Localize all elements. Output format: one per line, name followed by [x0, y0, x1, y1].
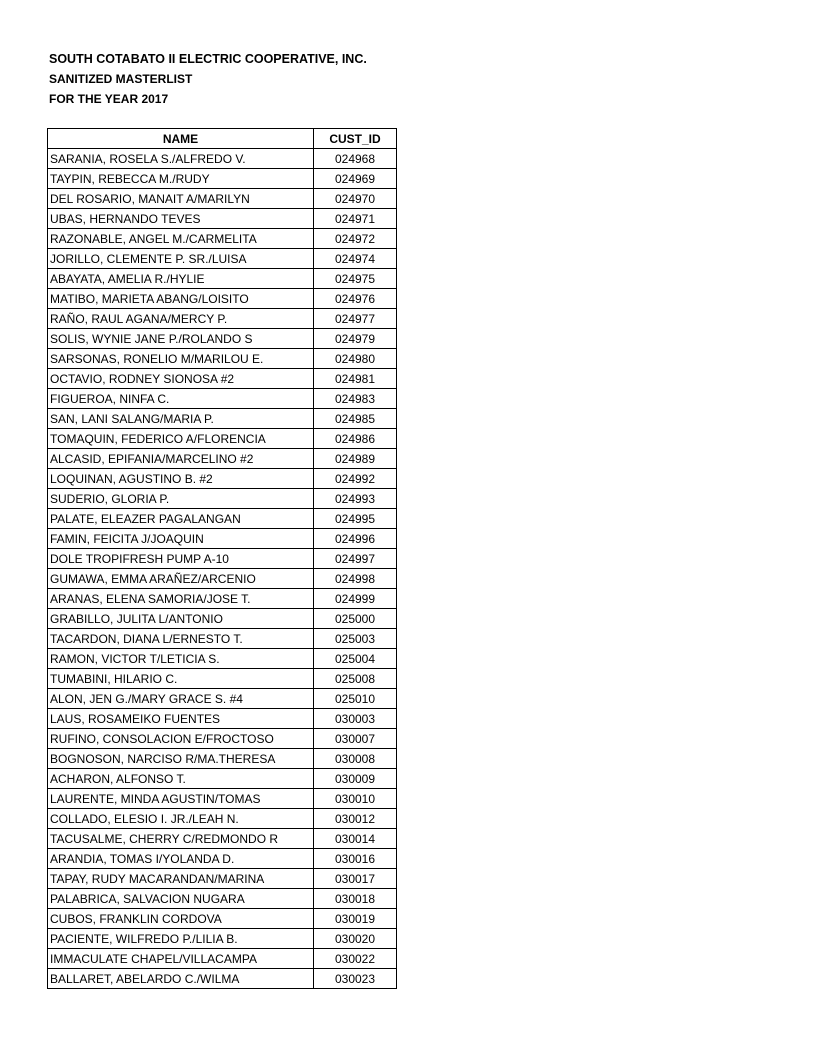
customer-name-cell: CUBOS, FRANKLIN CORDOVA [48, 909, 314, 929]
customer-id-cell: 030020 [314, 929, 397, 949]
customer-id-cell: 030017 [314, 869, 397, 889]
table-row [48, 709, 397, 729]
table-row [48, 249, 397, 269]
customer-name-cell: DOLE TROPIFRESH PUMP A-10 [48, 549, 314, 569]
customer-id-cell: 024986 [314, 429, 397, 449]
table-row [48, 609, 397, 629]
customer-name-cell: COLLADO, ELESIO I. JR./LEAH N. [48, 809, 314, 829]
customer-id-cell: 024983 [314, 389, 397, 409]
table-row [48, 469, 397, 489]
customer-id-cell: 024998 [314, 569, 397, 589]
table-row [48, 889, 397, 909]
customer-name-cell: PALATE, ELEAZER PAGALANGAN [48, 509, 314, 529]
customer-name-cell: SUDERIO, GLORIA P. [48, 489, 314, 509]
customer-name-cell: LOQUINAN, AGUSTINO B. #2 [48, 469, 314, 489]
customer-id-cell: 030018 [314, 889, 397, 909]
customer-name-cell: LAUS, ROSAMEIKO FUENTES [48, 709, 314, 729]
customer-name-cell: ABAYATA, AMELIA R./HYLIE [48, 269, 314, 289]
customer-name-cell: RAÑO, RAUL AGANA/MERCY P. [48, 309, 314, 329]
table-row [48, 269, 397, 289]
customer-id-cell: 025008 [314, 669, 397, 689]
customer-id-cell: 030012 [314, 809, 397, 829]
customer-id-cell: 030010 [314, 789, 397, 809]
table-row [48, 369, 397, 389]
table-row [48, 689, 397, 709]
table-row [48, 429, 397, 449]
table-header-row [48, 129, 397, 149]
customer-name-cell: TOMAQUIN, FEDERICO A/FLORENCIA [48, 429, 314, 449]
customer-id-cell: 024995 [314, 509, 397, 529]
customer-id-cell: 024977 [314, 309, 397, 329]
customer-id-cell: 030023 [314, 969, 397, 989]
organization-name: SOUTH COTABATO II ELECTRIC COOPERATIVE, INC. [49, 52, 367, 66]
customer-name-cell: ARANAS, ELENA SAMORIA/JOSE T. [48, 589, 314, 609]
column-header-name: NAME [48, 129, 314, 149]
document-year: FOR THE YEAR 2017 [49, 92, 169, 106]
table-row [48, 209, 397, 229]
customer-name-cell: FIGUEROA, NINFA C. [48, 389, 314, 409]
customer-id-cell: 024989 [314, 449, 397, 469]
customer-name-cell: TACARDON, DIANA L/ERNESTO T. [48, 629, 314, 649]
table-row [48, 169, 397, 189]
customer-name-cell: FAMIN, FEICITA J/JOAQUIN [48, 529, 314, 549]
customer-id-cell: 030016 [314, 849, 397, 869]
table-row [48, 229, 397, 249]
customer-name-cell: SARSONAS, RONELIO M/MARILOU E. [48, 349, 314, 369]
customer-name-cell: ALON, JEN G./MARY GRACE S. #4 [48, 689, 314, 709]
customer-name-cell: OCTAVIO, RODNEY SIONOSA #2 [48, 369, 314, 389]
table-row [48, 849, 397, 869]
customer-id-cell: 024996 [314, 529, 397, 549]
customer-id-cell: 024999 [314, 589, 397, 609]
table-row [48, 549, 397, 569]
customer-name-cell: JORILLO, CLEMENTE P. SR./LUISA [48, 249, 314, 269]
table-row [48, 389, 397, 409]
customer-id-cell: 030008 [314, 749, 397, 769]
customer-id-cell: 024993 [314, 489, 397, 509]
customer-name-cell: GRABILLO, JULITA L/ANTONIO [48, 609, 314, 629]
table-row [48, 929, 397, 949]
table-row [48, 969, 397, 989]
table-row [48, 509, 397, 529]
customer-id-cell: 024985 [314, 409, 397, 429]
table-row [48, 489, 397, 509]
customer-name-cell: ARANDIA, TOMAS I/YOLANDA D. [48, 849, 314, 869]
customer-id-cell: 024979 [314, 329, 397, 349]
customer-name-cell: RAZONABLE, ANGEL M./CARMELITA [48, 229, 314, 249]
table-row [48, 329, 397, 349]
masterlist-table [47, 128, 397, 989]
table-row [48, 289, 397, 309]
customer-name-cell: RUFINO, CONSOLACION E/FROCTOSO [48, 729, 314, 749]
customer-name-cell: TUMABINI, HILARIO C. [48, 669, 314, 689]
customer-name-cell: BALLARET, ABELARDO C./WILMA [48, 969, 314, 989]
customer-name-cell: DEL ROSARIO, MANAIT A/MARILYN [48, 189, 314, 209]
table-row [48, 309, 397, 329]
customer-name-cell: RAMON, VICTOR T/LETICIA S. [48, 649, 314, 669]
customer-id-cell: 024975 [314, 269, 397, 289]
customer-name-cell: LAURENTE, MINDA AGUSTIN/TOMAS [48, 789, 314, 809]
document-header [49, 49, 367, 109]
customer-id-cell: 024992 [314, 469, 397, 489]
customer-id-cell: 024970 [314, 189, 397, 209]
customer-id-cell: 024997 [314, 549, 397, 569]
customer-name-cell: MATIBO, MARIETA ABANG/LOISITO [48, 289, 314, 309]
customer-name-cell: PALABRICA, SALVACION NUGARA [48, 889, 314, 909]
customer-id-cell: 024980 [314, 349, 397, 369]
customer-id-cell: 024974 [314, 249, 397, 269]
customer-name-cell: SAN, LANI SALANG/MARIA P. [48, 409, 314, 429]
customer-name-cell: IMMACULATE CHAPEL/VILLACAMPA [48, 949, 314, 969]
customer-id-cell: 024976 [314, 289, 397, 309]
customer-id-cell: 024968 [314, 149, 397, 169]
table-row [48, 349, 397, 369]
customer-name-cell: GUMAWA, EMMA ARAÑEZ/ARCENIO [48, 569, 314, 589]
customer-id-cell: 024981 [314, 369, 397, 389]
table-row [48, 669, 397, 689]
customer-id-cell: 024969 [314, 169, 397, 189]
table-row [48, 629, 397, 649]
customer-id-cell: 025000 [314, 609, 397, 629]
customer-name-cell: SOLIS, WYNIE JANE P./ROLANDO S [48, 329, 314, 349]
document-title: SANITIZED MASTERLIST [49, 72, 193, 86]
customer-id-cell: 025003 [314, 629, 397, 649]
customer-name-cell: ALCASID, EPIFANIA/MARCELINO #2 [48, 449, 314, 469]
customer-name-cell: SARANIA, ROSELA S./ALFREDO V. [48, 149, 314, 169]
table-row [48, 409, 397, 429]
customer-name-cell: BOGNOSON, NARCISO R/MA.THERESA [48, 749, 314, 769]
table-row [48, 649, 397, 669]
customer-name-cell: PACIENTE, WILFREDO P./LILIA B. [48, 929, 314, 949]
customer-name-cell: ACHARON, ALFONSO T. [48, 769, 314, 789]
table-row [48, 769, 397, 789]
table-body [48, 149, 397, 989]
table-row [48, 869, 397, 889]
customer-id-cell: 030014 [314, 829, 397, 849]
table-row [48, 789, 397, 809]
table-row [48, 909, 397, 929]
table-row [48, 829, 397, 849]
customer-id-cell: 025004 [314, 649, 397, 669]
table-row [48, 589, 397, 609]
customer-name-cell: UBAS, HERNANDO TEVES [48, 209, 314, 229]
customer-name-cell: TACUSALME, CHERRY C/REDMONDO R [48, 829, 314, 849]
table-row [48, 949, 397, 969]
customer-id-cell: 030003 [314, 709, 397, 729]
column-header-cust-id: CUST_ID [314, 129, 397, 149]
table-row [48, 189, 397, 209]
customer-id-cell: 030022 [314, 949, 397, 969]
customer-id-cell: 024971 [314, 209, 397, 229]
customer-id-cell: 024972 [314, 229, 397, 249]
table-row [48, 449, 397, 469]
customer-id-cell: 030019 [314, 909, 397, 929]
customer-id-cell: 025010 [314, 689, 397, 709]
table-row [48, 809, 397, 829]
table-row [48, 749, 397, 769]
customer-name-cell: TAPAY, RUDY MACARANDAN/MARINA [48, 869, 314, 889]
table-row [48, 729, 397, 749]
customer-id-cell: 030007 [314, 729, 397, 749]
table-row [48, 529, 397, 549]
customer-id-cell: 030009 [314, 769, 397, 789]
table-row [48, 569, 397, 589]
table-row [48, 149, 397, 169]
customer-name-cell: TAYPIN, REBECCA M./RUDY [48, 169, 314, 189]
